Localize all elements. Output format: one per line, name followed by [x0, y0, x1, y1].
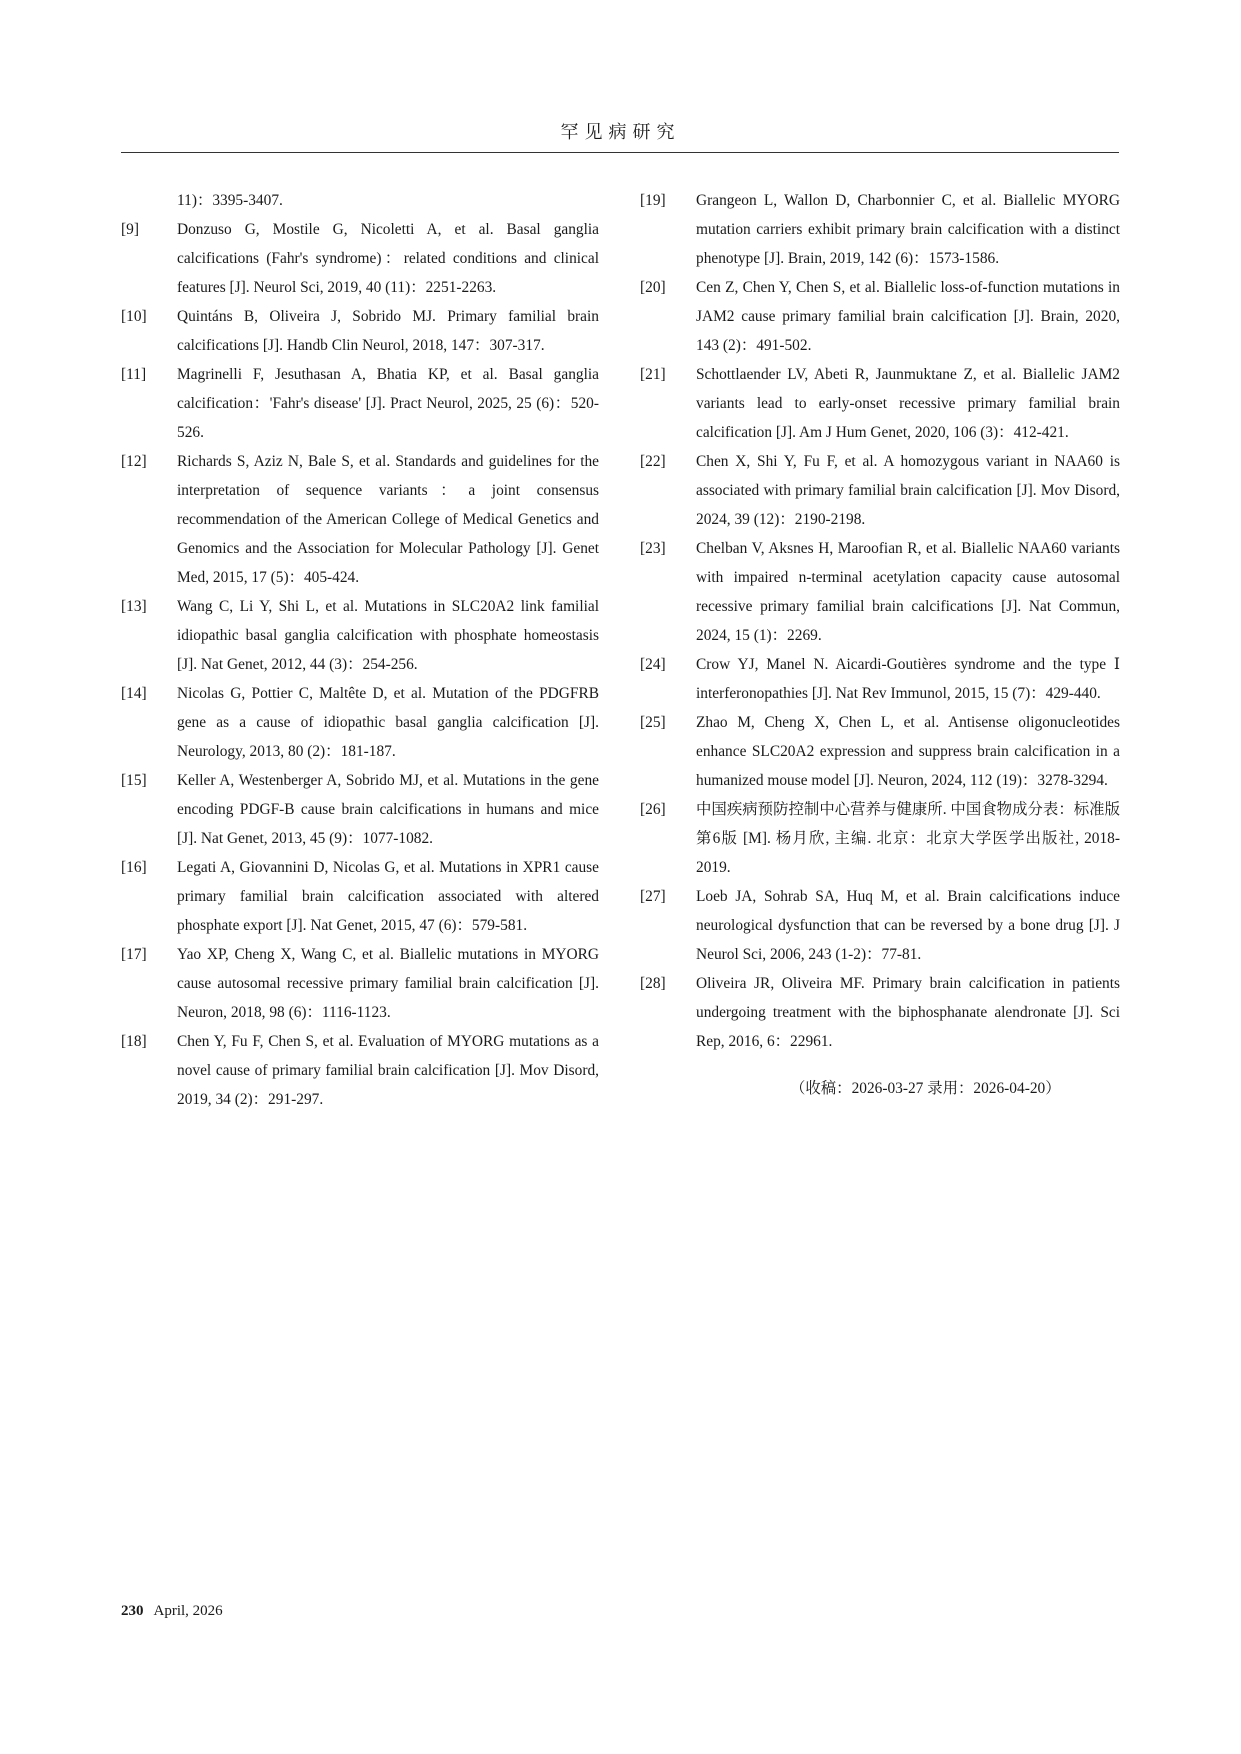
reference-text: Cen Z, Chen Y, Chen S, et al. Biallelic loss-of-function mutations in JAM2 cause primary familial brain calcification [J]. Brain, 2020, 143 (2)：491-502. [696, 279, 1120, 354]
reference-item [121, 940, 599, 1027]
reference-item [121, 186, 599, 215]
reference-item [640, 273, 1120, 360]
reference-number: [19] [640, 192, 666, 209]
reference-text: Keller A, Westenberger A, Sobrido MJ, et al. Mutations in the gene encoding PDGF-B cause brain calcifications in humans and mice [J]. Nat Genet, 2013, 45 (9)：1077-1082. [177, 772, 599, 847]
reference-number: [18] [121, 1033, 147, 1050]
reference-text: Oliveira JR, Oliveira MF. Primary brain calcification in patients undergoing treatment with the biphosphanate alendronate [J]. Sci Rep, 2016, 6：22961. [696, 975, 1120, 1050]
reference-number: [9] [121, 221, 139, 238]
reference-text: Nicolas G, Pottier C, Maltête D, et al. Mutation of the PDGFRB gene as a cause of idiopathic basal ganglia calcification [J]. Neurology, 2013, 80 (2)：181-187. [177, 685, 599, 760]
reference-item [121, 853, 599, 940]
reference-item [640, 534, 1120, 650]
reference-item [640, 708, 1120, 795]
references-right-list [640, 186, 1120, 1056]
issue-date: April, 2026 [153, 1603, 223, 1619]
reference-number: [21] [640, 366, 666, 383]
reference-item [121, 592, 599, 679]
header-divider [121, 152, 1119, 153]
reference-text: Yao XP, Cheng X, Wang C, et al. Biallelic mutations in MYORG cause autosomal recessive primary familial brain calcification [J]. Neuron, 2018, 98 (6)：1116-1123. [177, 946, 599, 1021]
reference-text: Wang C, Li Y, Shi L, et al. Mutations in SLC20A2 link familial idiopathic basal ganglia calcification with phosphate homeostasis [J]. Nat Genet, 2012, 44 (3)：254-256. [177, 598, 599, 673]
reference-number: [17] [121, 946, 147, 963]
reference-number: [25] [640, 714, 666, 731]
reference-text: Legati A, Giovannini D, Nicolas G, et al. Mutations in XPR1 cause primary familial brain calcification associated with altered phosphate export [J]. Nat Genet, 2015, 47 (6)：579-581. [177, 859, 599, 934]
reference-item [640, 795, 1120, 882]
reference-number: [12] [121, 453, 147, 470]
reference-item [121, 360, 599, 447]
reference-item [640, 882, 1120, 969]
reference-text: Zhao M, Cheng X, Chen L, et al. Antisense oligonucleotides enhance SLC20A2 expression and suppress brain calcification in a humanized mouse model [J]. Neuron, 2024, 112 (19)：3278-3294. [696, 714, 1120, 789]
reference-number: [13] [121, 598, 147, 615]
reference-number: [20] [640, 279, 666, 296]
reference-text: Richards S, Aziz N, Bale S, et al. Standards and guidelines for the interpretation of sequence variants：a joint consensus recommendation of the American College of Medical Genetics and Genomics and the Association for Molecular Pathology [J]. Genet Med, 2015, 17 (5)：405-424. [177, 453, 599, 586]
reference-item [640, 360, 1120, 447]
reference-item [121, 766, 599, 853]
reference-item [640, 650, 1120, 708]
reference-text: Grangeon L, Wallon D, Charbonnier C, et al. Biallelic MYORG mutation carriers exhibit primary brain calcification with a distinct phenotype [J]. Brain, 2019, 142 (6)：1573-1586. [696, 192, 1120, 267]
reference-text: Quintáns B, Oliveira J, Sobrido MJ. Primary familial brain calcifications [J]. Handb Clin Neurol, 2018, 147：307-317. [177, 308, 599, 354]
reference-text: Loeb JA, Sohrab SA, Huq M, et al. Brain calcifications induce neurological dysfunction that can be reversed by a bone drug [J]. J Neurol Sci, 2006, 243 (1-2)：77-81. [696, 888, 1120, 963]
reference-number: [11] [121, 366, 147, 383]
reference-text: Crow YJ, Manel N. Aicardi-Goutières syndrome and the type Ⅰ interferonopathies [J]. Nat Rev Immunol, 2015, 15 (7)：429-440. [696, 656, 1120, 702]
reference-item [121, 679, 599, 766]
reference-number: [24] [640, 656, 666, 673]
reference-number: [22] [640, 453, 666, 470]
references-right-column [640, 186, 1120, 1103]
references-left-column [121, 186, 599, 1114]
reference-text: 中国疾病预防控制中心营养与健康所. 中国食物成分表：标准版 第6版 [M]. 杨月欣, 主编. 北京：北京大学医学出版社, 2018-2019. [696, 801, 1120, 876]
reference-number: [15] [121, 772, 147, 789]
reference-item [640, 447, 1120, 534]
reference-text: Magrinelli F, Jesuthasan A, Bhatia KP, et al. Basal ganglia calcification：'Fahr's disease' [J]. Pract Neurol, 2025, 25 (6)：520-526. [177, 366, 599, 441]
reference-number: [23] [640, 540, 666, 557]
reference-text: 11)：3395-3407. [177, 192, 283, 209]
reference-text: Donzuso G, Mostile G, Nicoletti A, et al. Basal ganglia calcifications (Fahr's syndrome)：related conditions and clinical features [J]. Neurol Sci, 2019, 40 (11)：2251-2263. [177, 221, 599, 296]
reference-number: [26] [640, 801, 666, 818]
reference-number: [10] [121, 308, 147, 325]
reference-number: [14] [121, 685, 147, 702]
journal-title: 罕见病研究 [560, 122, 681, 142]
reference-number: [28] [640, 975, 666, 992]
reference-item [640, 969, 1120, 1056]
reference-number: [16] [121, 859, 147, 876]
reference-text: Schottlaender LV, Abeti R, Jaunmuktane Z, et al. Biallelic JAM2 variants lead to early-onset recessive primary familial brain calcification [J]. Am J Hum Genet, 2020, 106 (3)：412-421. [696, 366, 1120, 441]
reference-text: Chen Y, Fu F, Chen S, et al. Evaluation of MYORG mutations as a novel cause of primary familial brain calcification [J]. Mov Disord, 2019, 34 (2)：291-297. [177, 1033, 599, 1108]
received-accepted-note: （收稿：2026-03-27 录用：2026-04-20） [790, 1080, 1061, 1097]
reference-item [121, 447, 599, 592]
reference-text: Chelban V, Aksnes H, Maroofian R, et al. Biallelic NAA60 variants with impaired n-terminal acetylation capacity cause autosomal recessive primary familial brain calcifications [J]. Nat Commun, 2024, 15 (1)：2269. [696, 540, 1120, 644]
reference-item [640, 186, 1120, 273]
reference-item [121, 215, 599, 302]
reference-number: [27] [640, 888, 666, 905]
reference-text: Chen X, Shi Y, Fu F, et al. A homozygous variant in NAA60 is associated with primary familial brain calcification [J]. Mov Disord, 2024, 39 (12)：2190-2198. [696, 453, 1120, 528]
reference-item [121, 302, 599, 360]
page-footer [121, 1603, 223, 1620]
page-number: 230 [121, 1603, 144, 1619]
reference-item [121, 1027, 599, 1114]
